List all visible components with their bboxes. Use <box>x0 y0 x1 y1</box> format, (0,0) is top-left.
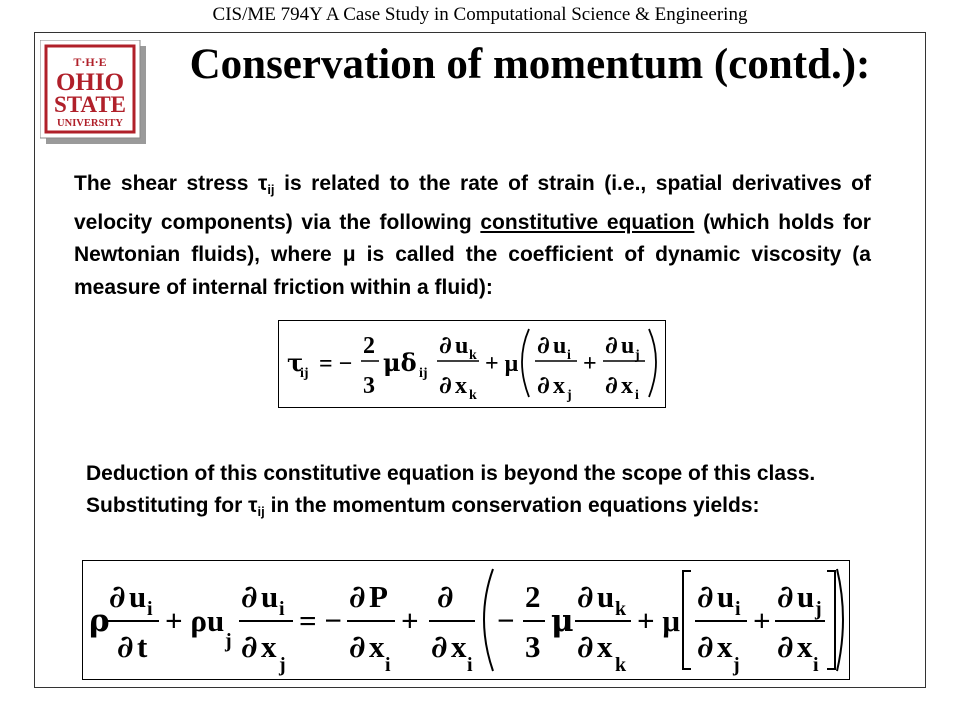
svg-text:x: x <box>369 629 385 664</box>
constitutive-equation <box>279 321 664 406</box>
svg-text:∂: ∂ <box>605 330 618 359</box>
momentum-equation <box>83 561 848 678</box>
body-paragraph: The shear stress $\tau_{ij}$ is related to the rate of strain (i.e., spatial derivatives of velocity components) via the following constitutive equation (which holds for Newtonian fluids), where μ is called the coefficient of dynamic viscosity (a measure of internal friction within a fluid): <box>74 172 871 299</box>
svg-text:u: u <box>129 579 147 614</box>
deduction-line1: Deduction of this constitutive equation is beyond the scope of this class. <box>86 462 816 485</box>
svg-text:ij: ij <box>300 366 309 381</box>
svg-text:ij: ij <box>419 366 428 381</box>
svg-text:+ μ: + μ <box>637 603 680 638</box>
svg-text:i: i <box>279 598 285 620</box>
svg-text:2: 2 <box>525 579 541 614</box>
svg-text:∂: ∂ <box>439 330 452 359</box>
svg-text:3: 3 <box>363 373 375 399</box>
svg-text:P: P <box>369 579 388 614</box>
svg-text:= −: = − <box>319 351 353 377</box>
svg-text:∂: ∂ <box>439 370 452 399</box>
svg-text:i: i <box>467 654 473 676</box>
deduction-text <box>86 458 936 528</box>
svg-text:∂: ∂ <box>117 629 134 665</box>
svg-text:j: j <box>815 598 822 620</box>
svg-text:u: u <box>597 579 615 614</box>
svg-text:∂: ∂ <box>605 370 618 399</box>
svg-text:∂: ∂ <box>537 330 550 359</box>
svg-text:j: j <box>733 654 740 676</box>
svg-text:∂: ∂ <box>777 579 794 615</box>
logo-line4: UNIVERSITY <box>57 118 123 129</box>
logo-line2: OHIO <box>55 69 125 96</box>
svg-text:u: u <box>553 333 567 359</box>
svg-text:u: u <box>717 579 735 614</box>
svg-text:∂: ∂ <box>431 629 448 665</box>
svg-text:∂: ∂ <box>577 579 594 615</box>
svg-text:+: + <box>401 603 419 638</box>
course-header: CIS/ME 794Y A Case Study in Computational Science & Engineering <box>212 4 748 25</box>
svg-text:ρ: ρ <box>89 603 110 639</box>
svg-text:k: k <box>615 598 627 620</box>
svg-text:u: u <box>261 579 279 614</box>
svg-text:i: i <box>813 654 819 676</box>
svg-text:+ μ: + μ <box>485 351 519 377</box>
svg-text:j: j <box>279 654 286 676</box>
svg-text:∂: ∂ <box>697 579 714 615</box>
svg-text:u: u <box>621 333 635 359</box>
svg-text:k: k <box>469 348 477 363</box>
svg-text:j: j <box>225 630 232 652</box>
svg-text:= −: = − <box>299 603 343 638</box>
svg-text:j: j <box>567 388 572 403</box>
svg-text:j: j <box>635 348 640 363</box>
svg-text:k: k <box>469 388 477 403</box>
svg-text:u: u <box>455 333 469 359</box>
svg-text:x: x <box>717 629 733 664</box>
svg-text:∂: ∂ <box>241 629 258 665</box>
svg-text:∂: ∂ <box>349 579 366 615</box>
svg-text:∂: ∂ <box>777 629 794 665</box>
momentum-equation-box <box>82 560 850 680</box>
svg-text:i: i <box>385 654 391 676</box>
svg-text:i: i <box>735 598 741 620</box>
svg-text:i: i <box>635 388 639 403</box>
constitutive-equation-term: constitutive equation <box>480 210 695 234</box>
svg-text:τ: τ <box>287 348 304 377</box>
constitutive-equation-box <box>278 320 666 408</box>
svg-text:x: x <box>621 373 633 399</box>
svg-text:k: k <box>615 654 627 676</box>
svg-text:∂: ∂ <box>241 579 258 615</box>
logo-line1: T·H·E <box>73 55 107 69</box>
svg-text:i: i <box>147 598 153 620</box>
svg-text:x: x <box>451 629 467 664</box>
slide-title: Conservation of momentum (contd.): <box>189 41 871 88</box>
svg-text:x: x <box>553 373 565 399</box>
svg-text:μ: μ <box>551 603 574 639</box>
deduction-line2: Substituting for $\tau_{ij}$ in the momentum conservation equations yields: <box>86 494 760 519</box>
svg-text:+: + <box>753 603 771 638</box>
svg-text:+: + <box>583 351 597 377</box>
svg-text:3: 3 <box>525 629 541 664</box>
svg-text:∂: ∂ <box>577 629 594 665</box>
svg-text:∂: ∂ <box>109 579 126 615</box>
svg-text:∂: ∂ <box>437 579 454 615</box>
ohio-state-logo <box>40 40 150 146</box>
logo-line3: STATE <box>53 92 127 117</box>
svg-text:x: x <box>261 629 277 664</box>
svg-text:−: − <box>497 603 515 638</box>
svg-text:∂: ∂ <box>537 370 550 399</box>
svg-text:μδ: μδ <box>383 348 417 377</box>
svg-text:x: x <box>597 629 613 664</box>
svg-text:∂: ∂ <box>349 629 366 665</box>
svg-text:u: u <box>797 579 815 614</box>
svg-text:∂: ∂ <box>697 629 714 665</box>
svg-text:x: x <box>797 629 813 664</box>
svg-text:+ ρu: + ρu <box>165 603 225 638</box>
svg-text:x: x <box>455 373 467 399</box>
svg-text:t: t <box>137 629 148 664</box>
svg-text:i: i <box>567 348 571 363</box>
svg-text:2: 2 <box>363 333 375 359</box>
